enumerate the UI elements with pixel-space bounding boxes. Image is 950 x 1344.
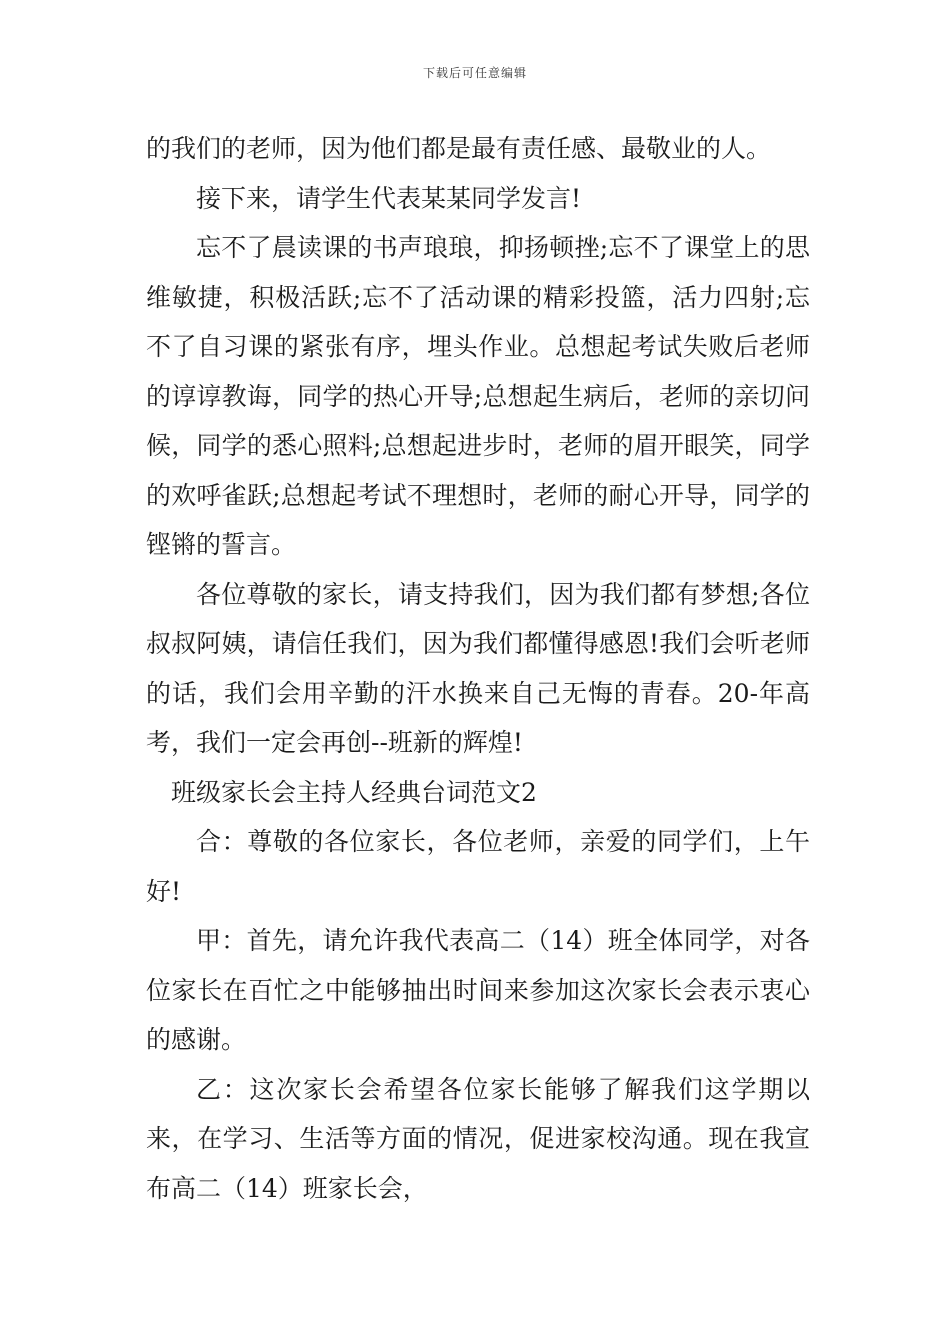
paragraph-speaker-intro: 接下来，请学生代表某某同学发言!: [196, 183, 582, 213]
paragraph-greeting: 合：尊敬的各位家长，各位老师，亲爱的同学们，上午好!: [146, 827, 810, 906]
paragraph-speaker-b: 乙：这次家长会希望各位家长能够了解我们这学期以来，在学习、生活等方面的情况，促进家校沟通。现在我宣布高二（14）班家长会，: [146, 1074, 810, 1203]
paragraph-memories: 忘不了晨读课的书声琅琅，抑扬顿挫;忘不了课堂上的思维敏捷，积极活跃;忘不了活动课的精彩投篮，活力四射;忘不了自习课的紧张有序，埋头作业。总想起考试失败后老师的谆谆教诲，同学的热心开导;总想起生病后，老师的亲切问候，同学的悉心照料;总想起进步时，老师的眉开眼笑，同学的欢呼雀跃;总想起考试不理想时，老师的耐心开导，同学的铿锵的誓言。: [146, 233, 810, 559]
paragraph-parents-appeal: 各位尊敬的家长，请支持我们，因为我们都有梦想;各位叔叔阿姨，请信任我们，因为我们都懂得感恩!我们会听老师的话，我们会用辛勤的汗水换来自己无悔的青春。20-年高考，我们一定会再创--班新的辉煌!: [146, 579, 810, 757]
document-body: [146, 124, 810, 1213]
section-heading: 班级家长会主持人经典台词范文2: [171, 777, 537, 807]
paragraph-continuation: 的我们的老师，因为他们都是最有责任感、最敬业的人。: [146, 134, 772, 163]
paragraph-speaker-a: 甲：首先，请允许我代表高二（14）班全体同学，对各位家长在百忙之中能够抽出时间来参加这次家长会表示衷心的感谢。: [146, 926, 810, 1054]
page-header: 下载后可任意编辑: [422, 66, 527, 80]
